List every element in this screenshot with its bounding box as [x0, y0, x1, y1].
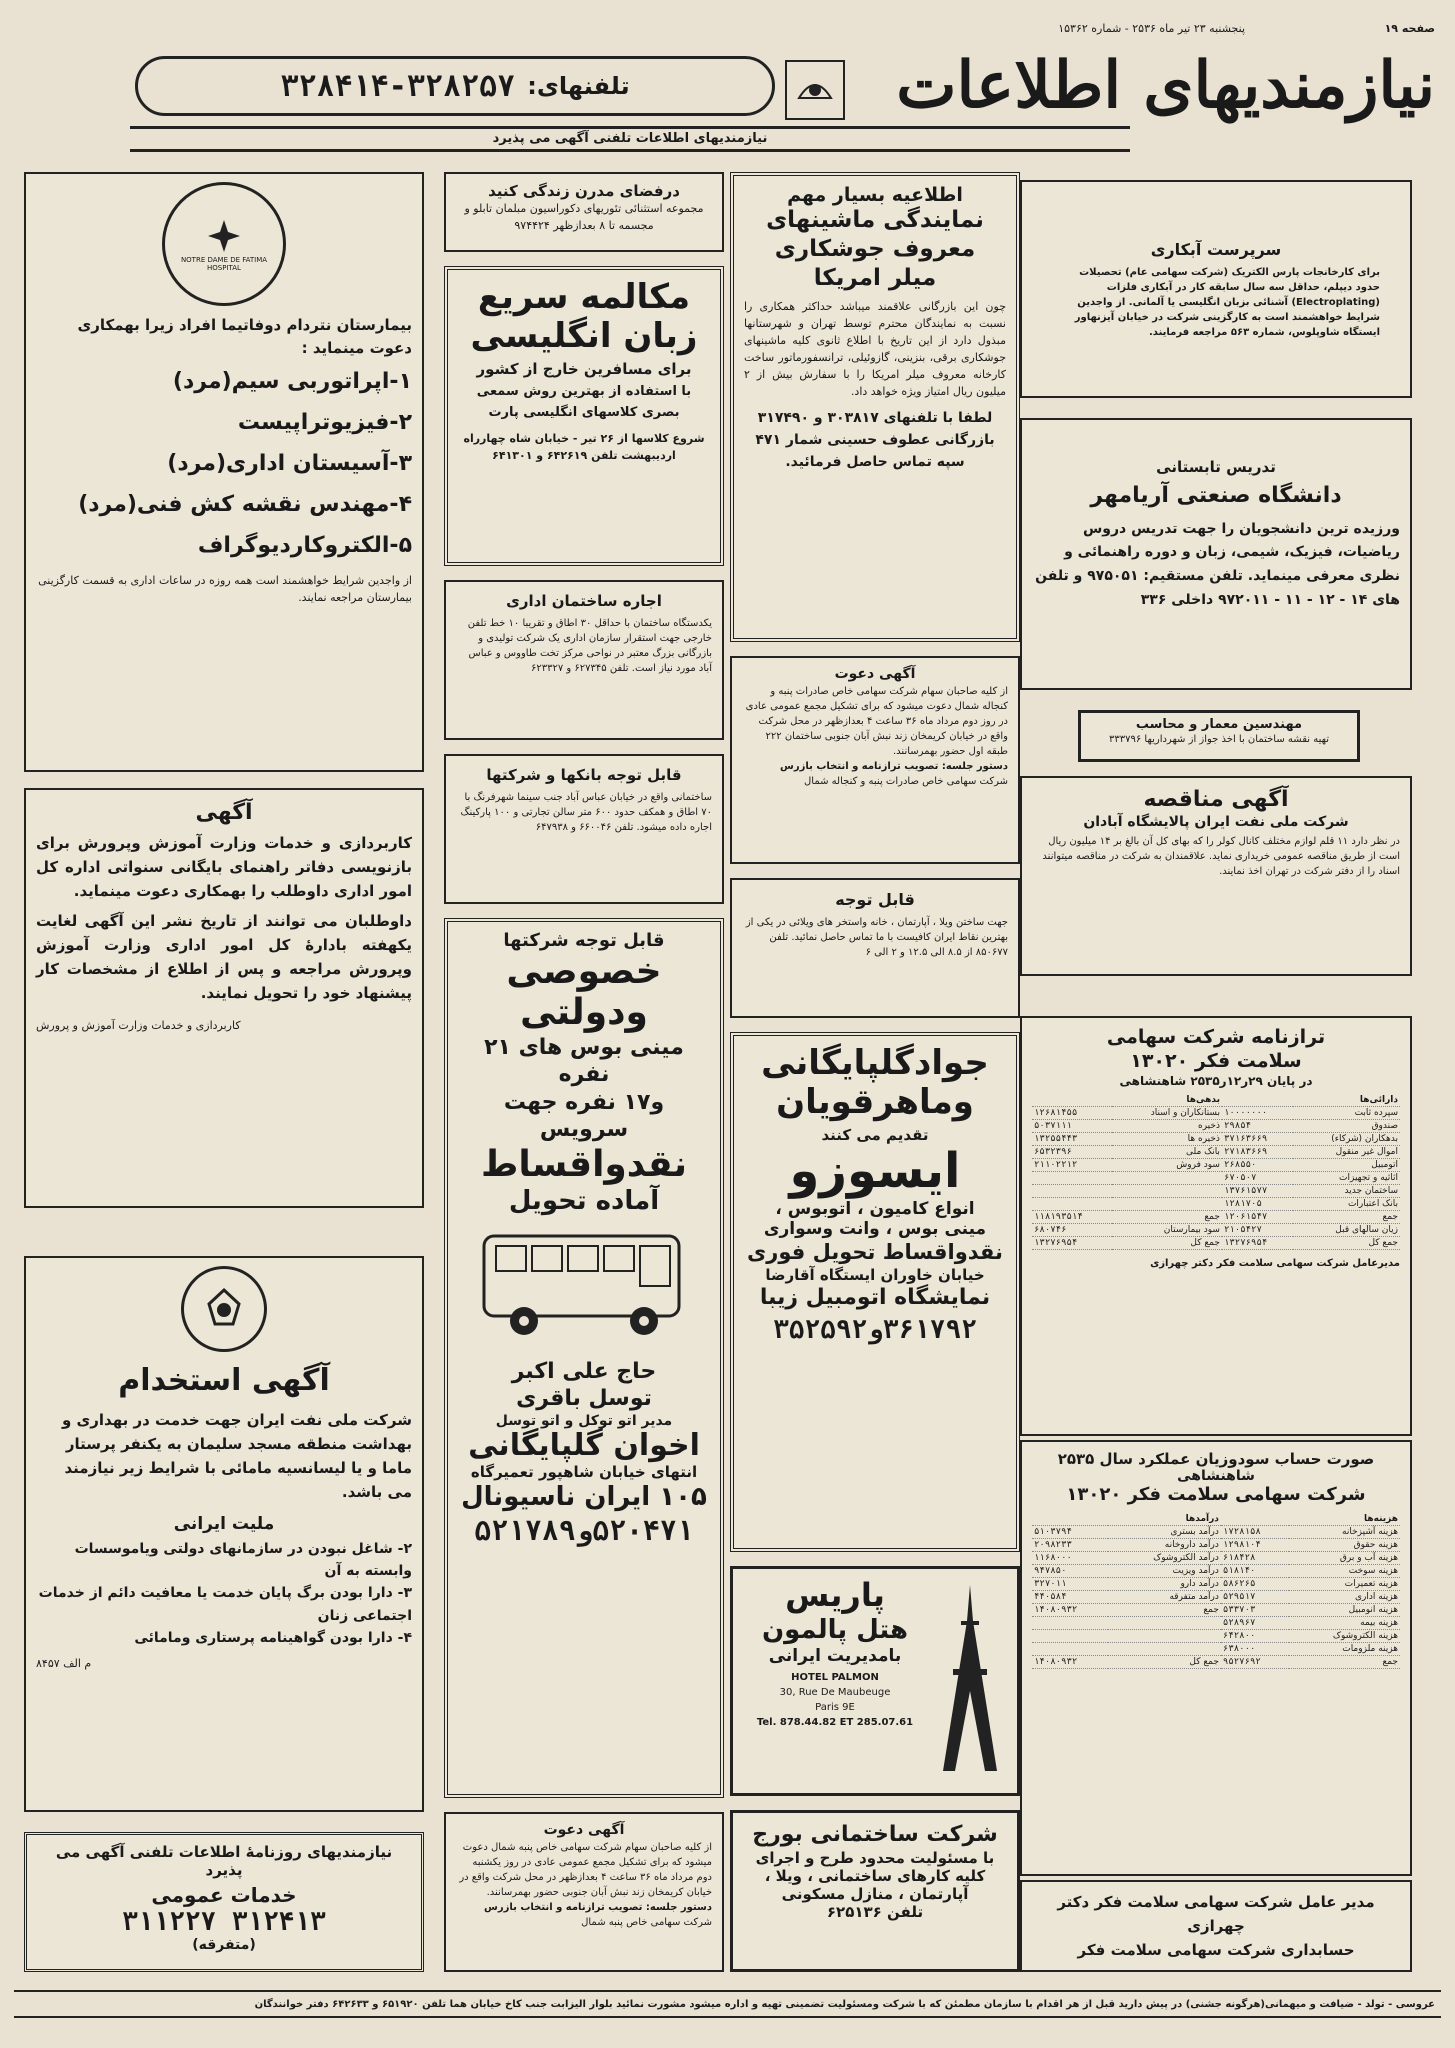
balance-row — [1032, 1223, 1400, 1236]
income-table — [1032, 1513, 1400, 1669]
hospital-ad — [24, 172, 424, 772]
paris-t2: هتل پالمون — [761, 1614, 909, 1645]
classifieds-info-line1: نیازمندیهای روزنامۀ اطلاعات تلفنی آگهی می پذیرد — [55, 1843, 393, 1879]
income-cell: ۶۴۲۸۰۰ — [1221, 1629, 1289, 1642]
welding-ad — [730, 172, 1020, 642]
masthead-title: نیازمندیهای اطلاعات — [896, 48, 1435, 123]
isuzu-phones: ۳۶۱۷۹۲و۳۵۲۵۹۲ — [773, 1315, 977, 1346]
invite-2-agenda: دستور جلسه: تصویب ترازنامه و انتخاب بازرس — [484, 1902, 712, 1913]
balance-cell: ۱۳۷۶۱۵۷۷ — [1222, 1184, 1293, 1197]
balance-manager: مدیرعامل شرکت سهامی سلامت فکر دکتر چهرازی — [1150, 1257, 1400, 1269]
balance-cell: اموال غیر منقول — [1293, 1145, 1400, 1158]
income-row — [1032, 1577, 1400, 1590]
income-cell: هزینه الکتروشوک — [1289, 1629, 1400, 1642]
balance-cell — [1112, 1184, 1222, 1197]
income-cell: ۵۱۸۱۴۰ — [1221, 1564, 1289, 1577]
balance-cell — [1032, 1184, 1112, 1197]
isuzu-l1: انواع کامیون ، اتوبوس ، — [775, 1199, 975, 1220]
balance-cell: سود بیمارستان — [1112, 1223, 1222, 1236]
borj-l3: آپارتمان ، منازل مسکونی — [781, 1884, 969, 1903]
minibus-ad — [444, 918, 724, 1798]
balance-cell: ساختمان جدید — [1293, 1184, 1400, 1197]
minibus-title: قابل توجه شرکتها — [503, 930, 665, 951]
page-number: صفحه ۱۹ — [1384, 22, 1435, 35]
income-cell: ۵۲۹۵۱۷ — [1221, 1590, 1289, 1603]
minibus-n4: اخوان گلپایگانی — [468, 1427, 700, 1463]
balance-cell: ذخیره ها — [1112, 1132, 1222, 1145]
minibus-n6: ۱۰۵ ایران ناسیونال — [461, 1482, 707, 1513]
income-cell: هزینه ملزومات — [1289, 1642, 1400, 1655]
isuzu-ad — [730, 1032, 1020, 1552]
page-header — [10, 8, 1445, 158]
phones-number: ۳۲۸۴۱۴-۳۲۸۲۵۷ — [280, 68, 516, 104]
balance-cell: ۱۳۲۵۵۴۴۳ — [1032, 1132, 1112, 1145]
balance-cell — [1112, 1171, 1222, 1184]
income-cell: درآمد الکتروشوک — [1108, 1551, 1221, 1564]
balance-cell — [1032, 1171, 1112, 1184]
income-cell: ۱۲۹۸۱۰۴ — [1221, 1538, 1289, 1551]
masthead-subtitle: نیازمندیهای اطلاعات تلفنی آگهی می پذیرد — [492, 131, 768, 146]
minibus-l5: نقدواقساط — [480, 1143, 688, 1185]
income-cell: ۹۴۷۸۵۰ — [1032, 1564, 1108, 1577]
banks-body: ساختمانی واقع در خیابان عباس آباد جنب سینما شهرفرنگ با ۷۰ اطاق و همکف حدود ۶۰۰ متر سالن تجارتی و ۱۰۰ پارکینگ اجاره داده میشود. تلفن ۶۶۰۰۴۶ و ۶۴۷۹۳۸ — [460, 792, 712, 833]
balance-row — [1032, 1184, 1400, 1197]
balance-row — [1032, 1119, 1400, 1132]
balance-liab-head: بدهی‌ها — [1032, 1094, 1222, 1107]
classifieds-info-phones: ۳۱۲۴۱۳ ۳۱۱۲۲۷ — [122, 1907, 326, 1937]
income-signatures — [1020, 1880, 1412, 1972]
university-t1: تدریس تابستانی — [1156, 458, 1276, 476]
borj-l1: با مسئولیت محدود طرح و اجرای — [755, 1848, 995, 1867]
masthead-emblem — [785, 60, 845, 120]
english-sub: برای مسافرین خارج از کشور — [476, 360, 692, 379]
phones-label: تلفنهای: — [527, 72, 630, 100]
income-cell: جمع کل — [1108, 1655, 1221, 1668]
tender-body: در نظر دارد ۱۱ قلم لوازم مختلف کانال کولر را که بهای کل آن بالغ بر ۱۴ میلیون ریال است از طریق مناقصه عمومی خریداری نماید. علاقمندان به شرکت در مناقصه میتوانند اسناد را از دفتر شرکت در تهران اخذ نمایند. — [1042, 835, 1400, 877]
banks-ad — [444, 754, 724, 904]
income-cell — [1108, 1616, 1221, 1629]
invite-1-agenda: دستور جلسه: تصویب ترازنامه و انتخاب بازرس — [780, 761, 1008, 772]
income-row — [1032, 1551, 1400, 1564]
invite-ad-2 — [444, 1812, 724, 1972]
balance-cell: ذخیره — [1112, 1119, 1222, 1132]
balance-cell: سپرده ثابت — [1293, 1106, 1400, 1119]
balance-cell: ۶۷۰۵۰۷ — [1222, 1171, 1293, 1184]
minibus-l6: آماده تحویل — [508, 1186, 660, 1217]
income-cell: هزینه آشپزخانه — [1289, 1525, 1400, 1538]
welding-t1: اطلاعیه بسیار مهم — [787, 184, 963, 206]
university-tutoring-ad — [1020, 418, 1412, 690]
balance-cell: بانک ملی — [1112, 1145, 1222, 1158]
employment-ad — [24, 1256, 424, 1812]
income-sign2: حسابداری شرکت سهامی سلامت فکر — [1077, 1941, 1355, 1959]
income-cell: هزینه آب و برق — [1289, 1551, 1400, 1564]
balance-t3: در پایان ۲۹ر۱۲ر۲۵۳۵ شاهنشاهی — [1119, 1073, 1313, 1088]
paris-en4: Tel. 878.44.82 ET 285.07.61 — [756, 1717, 914, 1729]
borj-phone: تلفن ۶۲۵۱۳۶ — [826, 1902, 924, 1921]
income-row — [1032, 1564, 1400, 1577]
english-body: با استفاده از بهترین روش سمعی بصری کلاسهای انگلیسی پارت — [476, 384, 692, 420]
balance-cell: ۱۰۰۰۰۰۰۰ — [1222, 1106, 1293, 1119]
minibus-n1: حاج علی اکبر — [511, 1358, 657, 1384]
tender-ad — [1020, 776, 1412, 976]
architect-ad — [1078, 710, 1360, 762]
income-cell: ۵۱۰۳۷۹۴ — [1032, 1525, 1108, 1538]
invite-1-sign: شرکت سهامی خاص صادرات پنبه و کنجاله شمال — [804, 776, 1008, 787]
modern-living-ad — [444, 172, 724, 252]
paris-en2: 30, Rue De Maubeuge — [779, 1687, 891, 1699]
income-t2: شاهنشاهی — [1177, 1468, 1255, 1484]
income-cell: ۵۸۶۲۶۵ — [1221, 1577, 1289, 1590]
banks-title: قابل توجه بانکها و شرکتها — [486, 766, 682, 784]
minibus-n3: مدیر اتو توکل و اتو توسل — [495, 1412, 673, 1429]
income-exp-head: هزینه‌ها — [1221, 1513, 1400, 1526]
balance-row — [1032, 1132, 1400, 1145]
employment-condition: ۳- دارا بودن برگ پایان خدمت یا معافیت دائم از خدمات اجتماعی زنان — [38, 1585, 412, 1624]
hospital-item: ۲-فیزیوتراپیست — [237, 410, 412, 435]
income-cell: جمع — [1108, 1603, 1221, 1616]
income-cell: هزینه اداری — [1289, 1590, 1400, 1603]
borj-title: شرکت ساختمانی بورج — [752, 1822, 998, 1847]
hospital-item: ۴-مهندس نقشه کش فنی(مرد) — [78, 492, 412, 517]
modern-living-title: درفضای مدرن زندگی کنید — [488, 182, 680, 200]
invite-2-sign: شرکت سهامی خاص پنبه شمال — [581, 1917, 712, 1928]
phones-box — [135, 56, 775, 116]
income-cell: ۴۴۰۵۸۴ — [1032, 1590, 1108, 1603]
balance-cell: ۶۵۳۲۳۹۶ — [1032, 1145, 1112, 1158]
plating-supervisor-ad — [1020, 180, 1412, 398]
classifieds-info-line3: (متفرقه) — [192, 1937, 256, 1953]
oil-company-emblem-icon — [181, 1266, 267, 1352]
income-t1: صورت حساب سودوزیان عملکرد سال ۲۵۳۵ — [1057, 1450, 1375, 1468]
paris-en3: Paris 9E — [815, 1702, 855, 1714]
income-cell: ۹۵۲۷۶۹۲ — [1221, 1655, 1289, 1668]
attention-title: قابل توجه — [835, 890, 915, 909]
modern-living-body: مجموعه استثنائی تئوریهای دکوراسیون مبلمان تابلو و مجسمه تا ۸ بعدازظهر ۹۷۴۴۲۴ — [464, 202, 704, 233]
balance-cell: ۱۳۲۷۶۹۵۴ — [1032, 1236, 1112, 1249]
tender-org: شرکت ملی نفت ایران پالایشگاه آبادان — [1083, 813, 1349, 830]
balance-cell: ۲۷۱۸۳۶۶۹ — [1222, 1145, 1293, 1158]
education-notice-body: کاربردازی و خدمات وزارت آموزش وپرورش برای بازنویسی دفاتر راهنمای بایگانی سنواتی اداره کل امور اداری داوطلب را بهمکاری دعوت مینماید. — [36, 834, 412, 900]
english-class-ad — [444, 266, 724, 566]
balance-cell: ۱۳۲۷۶۹۵۴ — [1222, 1236, 1293, 1249]
welding-body: چون این بازرگانی علاقمند میباشد حداکثر همکاری را نسبت به نمایندگان محترم توسط تهران و شهرستانها مبذول دارد از این تاریخ با اطلاع ثانوی کلیه ماشینهای جوشکاری برقی، بنزینی، گازوئیلی، ترانسفورماتور ساخت کارخانه معروف میلر امریکا را با سفارش بیش از ۲ میلیون ریال امتیاز ویژه خواهد داد. — [744, 300, 1006, 399]
income-cell — [1108, 1642, 1221, 1655]
isuzu-l2: مینی بوس ، وانت وسواری — [763, 1219, 987, 1240]
architect-body: تهیه نقشه ساختمان با اخذ جواز از شهرداریها ۳۳۳۷۹۶ — [1109, 734, 1329, 745]
bottom-banner — [14, 1990, 1441, 2018]
english-footer: شروع کلاسها از ۲۶ تیر - خیابان شاه چهارراه اردیبهشت تلفن ۶۴۲۶۱۹ و ۶۴۱۳۰۱ — [463, 431, 705, 462]
income-cell: ۶۳۸۰۰۰ — [1221, 1642, 1289, 1655]
minibus-n2: توسل باقری — [516, 1386, 652, 1412]
english-title2: زبان انگلیسی — [470, 316, 698, 357]
balance-cell: بستانکاران و اسناد — [1112, 1106, 1222, 1119]
masthead-strip — [130, 126, 1130, 152]
employment-body: شرکت ملی نفت ایران جهت خدمت در بهداری و بهداشت منطقه مسجد سلیمان به یکنفر پرستار ماما و یا لیسانسیه مامائی با شرایط زیر نیازمند می باشد. — [61, 1410, 412, 1501]
income-cell: درآمد دارو — [1108, 1577, 1221, 1590]
university-body: ورزیده ترین دانشجویان را جهت تدریس دروس ریاضیات، فیزیک، شیمی، زبان و دوره راهنمائی و نظری معرفی مینماید. تلفن مستقیم: ۹۷۵۰۵۱ و تلفن های ۱۴ - ۱۲ - ۱۱ - ۹۷۲۰۱۱ داخلی ۳۳۶ — [1035, 520, 1400, 608]
income-cell: درآمد متفرقه — [1108, 1590, 1221, 1603]
invite-1-body: از کلیه صاحبان سهام شرکت سهامی خاص صادرات پنبه و کنجاله شمال دعوت میشود که برای تشکیل مجمع عمومی عادی در روز دوم مرداد ماه ۳۶ ساعت ۴ بعدازظهر در محل شرکت واقع در خیابان کریمخان زند نبش آبان جنوبی ساختمان ۲۲۲ طبقه اول حضور بهمرسانند. — [745, 686, 1008, 757]
income-cell: ۱۴۰۸۰۹۳۲ — [1032, 1603, 1108, 1616]
minibus-l4: و۱۷ نفره جهت سرویس — [503, 1089, 665, 1143]
tender-title: آگهی مناقصه — [1143, 787, 1289, 812]
employment-title: آگهی استخدام — [118, 1363, 330, 1398]
invite-ad-1 — [730, 656, 1020, 864]
income-cell: هزینه تعمیرات — [1289, 1577, 1400, 1590]
invite-2-body: از کلیه صاحبان سهام شرکت سهامی خاص پنبه شمال دعوت میشود که برای تشکیل مجمع عمومی عادی در روز یکشنبه دوم مرداد ماه ۳۶ ساعت ۴ بعدازظهر در محل شرکت واقع در خیابان کریمخان زند نبش آبان جنوبی حضور بهمرسانند. — [459, 1842, 712, 1898]
balance-cell: اتومبیل — [1293, 1158, 1400, 1171]
paris-t1: پاریس — [785, 1576, 885, 1614]
balance-cell: زیان سالهای قبل — [1293, 1223, 1400, 1236]
hospital-item: ۳-آسیستان اداری(مرد) — [167, 451, 412, 476]
paris-hotel-ad — [730, 1566, 1020, 1796]
balance-cell: جمع — [1293, 1210, 1400, 1223]
balance-cell: ۲۱۱۰۲۲۱۲ — [1032, 1158, 1112, 1171]
income-cell: ۵۲۸۹۶۷ — [1221, 1616, 1289, 1629]
balance-t1: ترازنامه شرکت سهامی — [1106, 1026, 1326, 1048]
education-notice-title: آگهی — [195, 800, 253, 825]
eiffel-tower-icon — [935, 1581, 1005, 1785]
income-inc-head: درآمدها — [1032, 1513, 1221, 1526]
minibus-phones: ۵۲۰۴۷۱و۵۲۱۷۸۹ — [474, 1513, 694, 1547]
balance-cell: صندوق — [1293, 1119, 1400, 1132]
balance-cell: ۱۲۰۶۱۵۴۷ — [1222, 1210, 1293, 1223]
hospital-intro: بیمارستان نتردام دوفاتیما افراد زیرا بهمکاری دعوت مینماید : — [77, 316, 412, 357]
balance-cell: ۵۰۳۷۱۱۱ — [1032, 1119, 1112, 1132]
balance-cell: ۲۱۰۵۴۲۷ — [1222, 1223, 1293, 1236]
hospital-item: ۱-اپراتوربی سیم(مرد) — [172, 369, 412, 394]
balance-table — [1032, 1094, 1400, 1250]
balance-cell: جمع — [1112, 1210, 1222, 1223]
balance-row — [1032, 1106, 1400, 1119]
balance-cell: بدهکاران (شرکاء) — [1293, 1132, 1400, 1145]
isuzu-t2: وماهرقویان — [776, 1082, 974, 1123]
balance-cell: جمع کل — [1112, 1236, 1222, 1249]
income-row — [1032, 1642, 1400, 1655]
income-cell: هزینه سوخت — [1289, 1564, 1400, 1577]
plating-title: سرپرست آبکاری — [1150, 240, 1282, 259]
office-rent-body: یکدستگاه ساختمان با حداقل ۳۰ اطاق و تقریبا ۱۰ خط تلفن خارجی جهت استقرار سازمان اداری یک شرکت تولیدی و بازرگانی بزرگ معتبر در نواحی مرکز تخت طاووس و عباس آباد مورد نیاز است. تلفن ۶۲۷۳۴۵ و ۶۲۳۳۲۷ — [467, 618, 712, 674]
balance-cell — [1032, 1197, 1112, 1210]
welding-t3: معروف جوشکاری — [774, 235, 976, 262]
classifieds-info-box — [24, 1832, 424, 1972]
income-row — [1032, 1603, 1400, 1616]
income-cell — [1032, 1642, 1108, 1655]
income-cell: جمع — [1289, 1655, 1400, 1668]
income-statement — [1020, 1440, 1412, 1876]
balance-row — [1032, 1158, 1400, 1171]
income-cell — [1108, 1629, 1221, 1642]
education-notice-body2: داوطلبان می توانند از تاریخ نشر این آگهی لغایت یکهفته بادارۀ کل امور اداری وزارت آموزش وپرورش مراجعه و پس از اطلاع از مشخصات کار پیشنهاد خود را تحویل نمایند. — [36, 912, 412, 1002]
balance-cell: ۱۱۸۱۹۳۵۱۴ — [1032, 1210, 1112, 1223]
balance-cell: ۶۸۰۷۴۶ — [1032, 1223, 1112, 1236]
balance-sheet — [1020, 1016, 1412, 1436]
isuzu-t3: تقدیم می کنند — [821, 1126, 929, 1145]
balance-cell — [1112, 1197, 1222, 1210]
employment-condition: ۲- شاغل نبودن در سازمانهای دولتی ویاموسسات وابسته به آن — [74, 1540, 412, 1579]
balance-cell: ۲۹۸۵۴ — [1222, 1119, 1293, 1132]
balance-row — [1032, 1171, 1400, 1184]
income-cell — [1032, 1616, 1108, 1629]
balance-cell: سود فروش — [1112, 1158, 1222, 1171]
minibus-n5: انتهای خیابان شاهپور تعمیرگاه — [470, 1463, 698, 1482]
bottom-banner-text: عروسی - تولد - ضیافت و میهمانی(هرگونه جشنی) در پیش دارید قبل از هر اقدام با سازمان مطمئن که با شرکت ومسئولیت تضمینی تهیه و اداره میشود مشورت نمائید بلوار الیزابت جنب کاخ خیابان هما تلفن ۶۵۱۹۲۰ و ۶۴۲۶۳۳ دفتر خوانندگان — [254, 1999, 1435, 2010]
balance-row — [1032, 1236, 1400, 1249]
borj-l2: کلیه کارهای ساختمانی ، ویلا ، — [764, 1866, 986, 1885]
architect-title: مهندسین معمار و محاسب — [1135, 717, 1303, 732]
income-t3: شرکت سهامی سلامت فکر ۱۳۰۲۰ — [1066, 1484, 1366, 1505]
employment-condition: ۴- دارا بودن گواهینامه پرستاری ومامائی — [134, 1630, 412, 1647]
hospital-item: ۵-الکتروکاردیوگراف — [197, 533, 412, 558]
education-notice-signature: کاربردازی و خدمات وزارت آموزش و پرورش — [36, 1019, 241, 1032]
income-cell: ۳۲۷۰۱۱ — [1032, 1577, 1108, 1590]
isuzu-l4: خیابان خاوران ایستگاه آقارضا — [765, 1265, 985, 1284]
minibus-l1: خصوصی — [506, 951, 662, 992]
income-row — [1032, 1655, 1400, 1668]
isuzu-l3: نقدواقساط تحویل فوری — [747, 1240, 1003, 1265]
hospital-seal-text: NOTRE DAME DE FATIMA HOSPITAL — [180, 256, 268, 272]
income-cell: درآمد داروخانه — [1108, 1538, 1221, 1551]
isuzu-l5: نمایشگاه اتومبیل زیبا — [759, 1284, 991, 1310]
hospital-seal-icon — [162, 182, 286, 306]
welding-t2: نمایندگی ماشینهای — [766, 207, 984, 233]
income-row — [1032, 1629, 1400, 1642]
income-header-row — [1032, 1513, 1400, 1526]
minibus-l2: ودولتی — [520, 992, 648, 1034]
income-cell: هزینه انومبیل — [1289, 1603, 1400, 1616]
paris-t3: بامدیریت ایرانی — [768, 1646, 902, 1667]
income-cell: ۶۱۸۴۲۸ — [1221, 1551, 1289, 1564]
isuzu-t1: جوادگلپایگانی — [761, 1043, 989, 1083]
attention-ad — [730, 878, 1020, 1018]
income-row — [1032, 1538, 1400, 1551]
income-cell — [1032, 1629, 1108, 1642]
isuzu-t4: ایسوزو — [789, 1143, 961, 1200]
income-cell: ۱۷۲۸۱۵۸ — [1221, 1525, 1289, 1538]
issue-date: پنجشنبه ۲۳ تیر ماه ۲۵۳۶ - شماره ۱۵۳۶۲ — [1058, 22, 1245, 35]
balance-assets-head: دارائی‌ها — [1222, 1094, 1400, 1107]
office-rent-title: اجاره ساختمان اداری — [506, 592, 662, 610]
borj-ad — [730, 1810, 1020, 1972]
welding-contact: لطفا با تلفنهای ۳۰۳۸۱۷ و ۳۱۷۴۹۰ بازرگانی عطوف حسینی شمار ۴۷۱ سپه تماس حاصل فرمائید. — [755, 409, 995, 471]
balance-cell: جمع کل — [1293, 1236, 1400, 1249]
income-cell: ۱۴۰۸۰۹۳۲ — [1032, 1655, 1108, 1668]
income-cell: درآمد ویزیت — [1108, 1564, 1221, 1577]
plating-body: برای کارخانجات پارس الکتریک (شرکت سهامی عام) تحصیلات حدود دیپلم، حداقل سه سال سابقه کار در آبکاری فلزات (Electroplating) آشنائی بزبان انگلیسی یا آلمانی. از واجدین شرایط خواهشمند است به کارگزینی شرکت در خیابان آیزنهاور ایستگاه شاوپلوس، شماره ۵۶۳ مراجعه فرمایند. — [1074, 267, 1380, 338]
income-row — [1032, 1616, 1400, 1629]
balance-cell: ۱۲۸۱۷۰۵ — [1222, 1197, 1293, 1210]
attention-body: جهت ساختن ویلا ، آپارتمان ، خانه واستخر های ویلائی در یکی از بهترین نقاط ایران کافیست با ما تماس حاصل نمائید. تلفن ۸۵۰۶۷۷ از ۸.۵ الی ۱۲.۵ و ۲ الی ۶ — [745, 917, 1008, 958]
balance-cell: ۲۶۸۵۵۰ — [1222, 1158, 1293, 1171]
english-title1: مکالمه سریع — [477, 277, 691, 317]
office-rent-ad — [444, 580, 724, 740]
minibus-icon — [458, 1226, 710, 1350]
invite-1-title: آگهی دعوت — [834, 666, 916, 682]
balance-cell: اثاثیه و تجهیزات — [1293, 1171, 1400, 1184]
income-row — [1032, 1590, 1400, 1603]
balance-cell: ۳۷۱۶۳۶۶۹ — [1222, 1132, 1293, 1145]
balance-cell: بانک اعتبارات — [1293, 1197, 1400, 1210]
paris-en1: HOTEL PALMON — [791, 1672, 879, 1684]
income-cell: ۱۱۶۸۰۰۰ — [1032, 1551, 1108, 1564]
welding-t4: میلر امریکا — [813, 264, 937, 291]
balance-cell: ۱۲۶۸۱۴۵۵ — [1032, 1106, 1112, 1119]
income-sign1: مدیر عامل شرکت سهامی سلامت فکر دکتر چهرازی — [1057, 1893, 1375, 1935]
university-t2: دانشگاه صنعتی آریامهر — [1090, 483, 1342, 508]
income-cell: هزینه حقوق — [1289, 1538, 1400, 1551]
income-row — [1032, 1525, 1400, 1538]
balance-header-row — [1032, 1094, 1400, 1107]
income-cell: درآمد بستری — [1108, 1525, 1221, 1538]
minibus-l3: مینی بوس های ۲۱ نفره — [484, 1034, 684, 1088]
income-cell: ۵۳۳۷۰۳ — [1221, 1603, 1289, 1616]
employment-section: ملیت ایرانی — [173, 1513, 275, 1534]
education-notice — [24, 788, 424, 1208]
employment-ref: م الف ۸۴۵۷ — [36, 1657, 92, 1671]
balance-row — [1032, 1210, 1400, 1223]
classifieds-info-line2: خدمات عمومی — [151, 1883, 297, 1907]
balance-t2: سلامت فکر ۱۳۰۲۰ — [1130, 1049, 1302, 1072]
hospital-footer: از واجدین شرایط خواهشمند است همه روزه در ساعات اداری به قسمت کارگزینی بیمارستان مراجعه نمایند. — [38, 574, 412, 605]
invite-2-title: آگهی دعوت — [543, 1822, 625, 1838]
balance-row — [1032, 1197, 1400, 1210]
balance-row — [1032, 1145, 1400, 1158]
income-cell: ۲۰۹۸۲۳۳ — [1032, 1538, 1108, 1551]
income-cell: هزینه بیمه — [1289, 1616, 1400, 1629]
